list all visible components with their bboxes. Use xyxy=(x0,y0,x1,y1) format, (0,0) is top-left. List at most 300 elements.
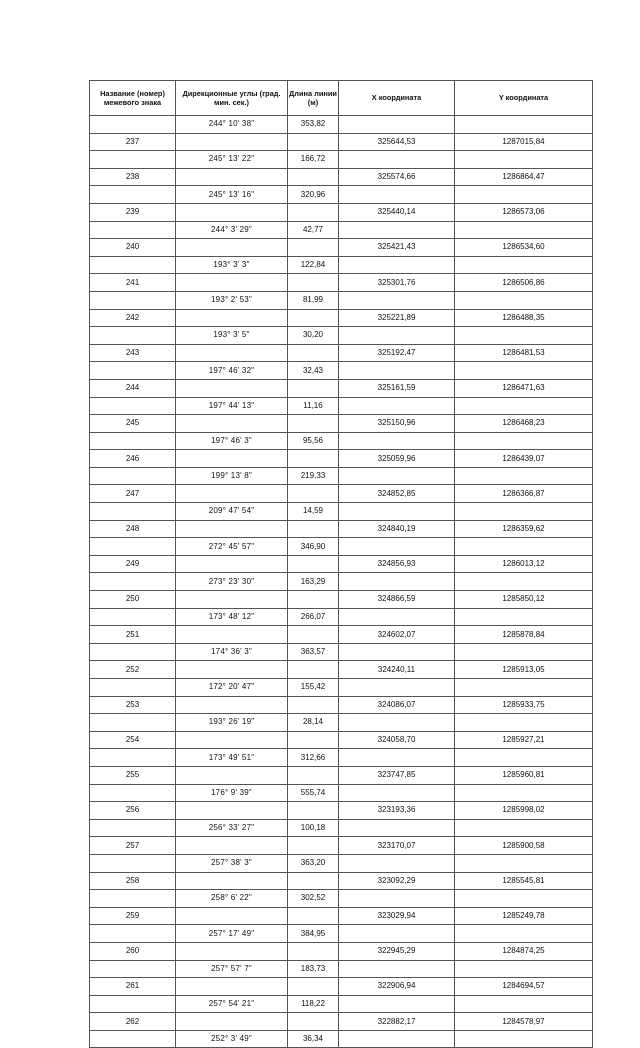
segment-row xyxy=(90,608,593,626)
angle-cell xyxy=(176,802,288,820)
length-cell: 155,42 xyxy=(288,679,339,697)
x-coordinate-cell xyxy=(339,151,455,169)
segment-row xyxy=(90,256,593,274)
y-coordinate-cell: 1286864,47 xyxy=(455,168,593,186)
mark-number xyxy=(90,432,176,450)
segment-row xyxy=(90,221,593,239)
mark-row xyxy=(90,731,593,749)
length-cell: 166,72 xyxy=(288,151,339,169)
header-y-coordinate: Y координата xyxy=(455,81,593,116)
length-cell: 100,18 xyxy=(288,819,339,837)
mark-row xyxy=(90,133,593,151)
y-coordinate-cell: 1284578,97 xyxy=(455,1013,593,1031)
length-cell xyxy=(288,520,339,538)
x-coordinate-cell: 325440,14 xyxy=(339,203,455,221)
angle-cell: 257° 17' 49" xyxy=(176,925,288,943)
y-coordinate-cell: 1286573,06 xyxy=(455,203,593,221)
length-cell xyxy=(288,696,339,714)
x-coordinate-cell xyxy=(339,819,455,837)
segment-row xyxy=(90,327,593,345)
x-coordinate-cell xyxy=(339,960,455,978)
angle-cell xyxy=(176,872,288,890)
y-coordinate-cell xyxy=(455,186,593,204)
mark-number xyxy=(90,608,176,626)
x-coordinate-cell: 322882,17 xyxy=(339,1013,455,1031)
y-coordinate-cell xyxy=(455,960,593,978)
angle-cell xyxy=(176,379,288,397)
length-cell xyxy=(288,872,339,890)
segment-row xyxy=(90,151,593,169)
length-cell xyxy=(288,591,339,609)
length-cell xyxy=(288,555,339,573)
angle-cell: 272° 45' 57" xyxy=(176,538,288,556)
angle-cell: 257° 54' 21" xyxy=(176,995,288,1013)
y-coordinate-cell: 1285960,81 xyxy=(455,766,593,784)
mark-number: 246 xyxy=(90,450,176,468)
mark-number: 249 xyxy=(90,555,176,573)
length-cell: 14,59 xyxy=(288,503,339,521)
y-coordinate-cell xyxy=(455,784,593,802)
angle-cell xyxy=(176,309,288,327)
length-cell xyxy=(288,907,339,925)
length-cell: 118,22 xyxy=(288,995,339,1013)
mark-number xyxy=(90,960,176,978)
y-coordinate-cell xyxy=(455,643,593,661)
angle-cell xyxy=(176,520,288,538)
segment-row xyxy=(90,503,593,521)
x-coordinate-cell: 325421,43 xyxy=(339,239,455,257)
mark-number: 239 xyxy=(90,203,176,221)
mark-row xyxy=(90,274,593,292)
x-coordinate-cell xyxy=(339,186,455,204)
length-cell xyxy=(288,379,339,397)
y-coordinate-cell xyxy=(455,573,593,591)
length-cell: 302,52 xyxy=(288,890,339,908)
mark-number xyxy=(90,714,176,732)
y-coordinate-cell: 1286534,60 xyxy=(455,239,593,257)
mark-number xyxy=(90,186,176,204)
length-cell: 312,66 xyxy=(288,749,339,767)
angle-cell xyxy=(176,907,288,925)
x-coordinate-cell: 323170,07 xyxy=(339,837,455,855)
y-coordinate-cell xyxy=(455,749,593,767)
y-coordinate-cell xyxy=(455,503,593,521)
angle-cell: 244° 10' 38" xyxy=(176,116,288,134)
y-coordinate-cell xyxy=(455,995,593,1013)
segment-row xyxy=(90,749,593,767)
y-coordinate-cell xyxy=(455,538,593,556)
y-coordinate-cell xyxy=(455,291,593,309)
length-cell: 11,16 xyxy=(288,397,339,415)
angle-cell xyxy=(176,274,288,292)
x-coordinate-cell: 324856,93 xyxy=(339,555,455,573)
angle-cell: 245° 13' 16" xyxy=(176,186,288,204)
angle-cell xyxy=(176,1013,288,1031)
mark-number: 251 xyxy=(90,626,176,644)
y-coordinate-cell: 1285913,05 xyxy=(455,661,593,679)
mark-row xyxy=(90,872,593,890)
x-coordinate-cell xyxy=(339,538,455,556)
y-coordinate-cell: 1285878,84 xyxy=(455,626,593,644)
angle-cell: 199° 13' 8" xyxy=(176,467,288,485)
x-coordinate-cell xyxy=(339,256,455,274)
mark-row xyxy=(90,766,593,784)
angle-cell xyxy=(176,485,288,503)
y-coordinate-cell: 1286468,23 xyxy=(455,415,593,433)
x-coordinate-cell xyxy=(339,925,455,943)
length-cell: 219,33 xyxy=(288,467,339,485)
y-coordinate-cell: 1286439,07 xyxy=(455,450,593,468)
angle-cell: 197° 44' 13" xyxy=(176,397,288,415)
length-cell: 163,29 xyxy=(288,573,339,591)
mark-number: 242 xyxy=(90,309,176,327)
segment-row xyxy=(90,925,593,943)
mark-number xyxy=(90,854,176,872)
length-cell xyxy=(288,1013,339,1031)
mark-number: 253 xyxy=(90,696,176,714)
angle-cell xyxy=(176,415,288,433)
header-directional-angles: Дирекционные углы (град. мин. сек.) xyxy=(176,81,288,116)
angle-cell: 173° 49' 51" xyxy=(176,749,288,767)
length-cell xyxy=(288,731,339,749)
angle-cell xyxy=(176,344,288,362)
length-cell: 363,20 xyxy=(288,854,339,872)
mark-number xyxy=(90,749,176,767)
y-coordinate-cell: 1285933,75 xyxy=(455,696,593,714)
x-coordinate-cell: 323092,29 xyxy=(339,872,455,890)
x-coordinate-cell xyxy=(339,362,455,380)
length-cell: 183,73 xyxy=(288,960,339,978)
mark-number: 250 xyxy=(90,591,176,609)
x-coordinate-cell: 325301,76 xyxy=(339,274,455,292)
segment-row xyxy=(90,186,593,204)
segment-row xyxy=(90,784,593,802)
mark-number: 259 xyxy=(90,907,176,925)
length-cell: 384,95 xyxy=(288,925,339,943)
mark-number: 260 xyxy=(90,942,176,960)
mark-number xyxy=(90,573,176,591)
mark-row xyxy=(90,520,593,538)
length-cell xyxy=(288,133,339,151)
length-cell: 555,74 xyxy=(288,784,339,802)
y-coordinate-cell xyxy=(455,608,593,626)
x-coordinate-cell: 325059,96 xyxy=(339,450,455,468)
mark-number xyxy=(90,221,176,239)
y-coordinate-cell: 1286481,53 xyxy=(455,344,593,362)
length-cell xyxy=(288,450,339,468)
angle-cell: 174° 36' 3" xyxy=(176,643,288,661)
y-coordinate-cell xyxy=(455,854,593,872)
mark-number xyxy=(90,503,176,521)
length-cell: 81,99 xyxy=(288,291,339,309)
y-coordinate-cell xyxy=(455,467,593,485)
mark-row xyxy=(90,907,593,925)
angle-cell: 197° 46' 3" xyxy=(176,432,288,450)
segment-row xyxy=(90,362,593,380)
x-coordinate-cell xyxy=(339,995,455,1013)
y-coordinate-cell xyxy=(455,327,593,345)
x-coordinate-cell xyxy=(339,432,455,450)
x-coordinate-cell xyxy=(339,1030,455,1048)
length-cell xyxy=(288,837,339,855)
angle-cell xyxy=(176,239,288,257)
y-coordinate-cell xyxy=(455,925,593,943)
mark-number: 257 xyxy=(90,837,176,855)
mark-row xyxy=(90,203,593,221)
x-coordinate-cell: 324240,11 xyxy=(339,661,455,679)
mark-row xyxy=(90,555,593,573)
x-coordinate-cell xyxy=(339,467,455,485)
boundary-marks-table xyxy=(89,80,593,1048)
x-coordinate-cell: 324852,85 xyxy=(339,485,455,503)
segment-row xyxy=(90,467,593,485)
angle-cell: 257° 38' 3" xyxy=(176,854,288,872)
y-coordinate-cell: 1285249,78 xyxy=(455,907,593,925)
length-cell: 266,07 xyxy=(288,608,339,626)
angle-cell xyxy=(176,837,288,855)
table-header xyxy=(90,81,593,116)
mark-row xyxy=(90,591,593,609)
y-coordinate-cell: 1285900,58 xyxy=(455,837,593,855)
angle-cell xyxy=(176,555,288,573)
length-cell xyxy=(288,239,339,257)
segment-row xyxy=(90,714,593,732)
x-coordinate-cell: 322945,29 xyxy=(339,942,455,960)
mark-number xyxy=(90,643,176,661)
length-cell xyxy=(288,485,339,503)
mark-number: 244 xyxy=(90,379,176,397)
length-cell xyxy=(288,766,339,784)
segment-row xyxy=(90,1030,593,1048)
table-body xyxy=(90,116,593,1048)
mark-row xyxy=(90,661,593,679)
segment-row xyxy=(90,538,593,556)
y-coordinate-cell xyxy=(455,1030,593,1048)
mark-number xyxy=(90,116,176,134)
length-cell: 30,20 xyxy=(288,327,339,345)
header-x-coordinate: X координата xyxy=(339,81,455,116)
y-coordinate-cell xyxy=(455,432,593,450)
y-coordinate-cell: 1287015,84 xyxy=(455,133,593,151)
mark-row xyxy=(90,978,593,996)
x-coordinate-cell: 325574,66 xyxy=(339,168,455,186)
y-coordinate-cell: 1285545,81 xyxy=(455,872,593,890)
mark-number: 252 xyxy=(90,661,176,679)
length-cell: 346,90 xyxy=(288,538,339,556)
x-coordinate-cell xyxy=(339,116,455,134)
angle-cell xyxy=(176,133,288,151)
length-cell: 42,77 xyxy=(288,221,339,239)
mark-row xyxy=(90,942,593,960)
x-coordinate-cell: 323747,85 xyxy=(339,766,455,784)
y-coordinate-cell: 1285850,12 xyxy=(455,591,593,609)
y-coordinate-cell xyxy=(455,397,593,415)
angle-cell xyxy=(176,661,288,679)
mark-row xyxy=(90,1013,593,1031)
length-cell xyxy=(288,978,339,996)
mark-row xyxy=(90,696,593,714)
segment-row xyxy=(90,679,593,697)
mark-number: 248 xyxy=(90,520,176,538)
x-coordinate-cell: 324840,19 xyxy=(339,520,455,538)
x-coordinate-cell xyxy=(339,679,455,697)
mark-row xyxy=(90,239,593,257)
x-coordinate-cell: 323029,94 xyxy=(339,907,455,925)
x-coordinate-cell xyxy=(339,221,455,239)
angle-cell: 193° 3' 5" xyxy=(176,327,288,345)
x-coordinate-cell: 323193,36 xyxy=(339,802,455,820)
angle-cell: 193° 2' 53" xyxy=(176,291,288,309)
angle-cell xyxy=(176,591,288,609)
segment-row xyxy=(90,819,593,837)
segment-row xyxy=(90,291,593,309)
mark-number: 238 xyxy=(90,168,176,186)
angle-cell xyxy=(176,450,288,468)
mark-number: 241 xyxy=(90,274,176,292)
angle-cell: 256° 33' 27" xyxy=(176,819,288,837)
length-cell: 320,96 xyxy=(288,186,339,204)
length-cell: 36,34 xyxy=(288,1030,339,1048)
angle-cell xyxy=(176,942,288,960)
angle-cell: 197° 46' 32" xyxy=(176,362,288,380)
x-coordinate-cell xyxy=(339,749,455,767)
header-mark-name: Название (номер) межевого знака xyxy=(90,81,176,116)
length-cell: 95,56 xyxy=(288,432,339,450)
angle-cell: 258° 6' 22" xyxy=(176,890,288,908)
mark-number: 245 xyxy=(90,415,176,433)
angle-cell: 257° 57' 7" xyxy=(176,960,288,978)
length-cell: 353,82 xyxy=(288,116,339,134)
length-cell xyxy=(288,661,339,679)
length-cell xyxy=(288,802,339,820)
mark-number xyxy=(90,925,176,943)
y-coordinate-cell xyxy=(455,679,593,697)
y-coordinate-cell: 1285998,02 xyxy=(455,802,593,820)
mark-number xyxy=(90,538,176,556)
segment-row xyxy=(90,432,593,450)
length-cell xyxy=(288,415,339,433)
angle-cell xyxy=(176,731,288,749)
y-coordinate-cell xyxy=(455,116,593,134)
mark-number xyxy=(90,467,176,485)
mark-number: 262 xyxy=(90,1013,176,1031)
mark-number xyxy=(90,1030,176,1048)
segment-row xyxy=(90,397,593,415)
header-line-length: Длина линии (м) xyxy=(288,81,339,116)
angle-cell xyxy=(176,978,288,996)
angle-cell: 173° 48' 12" xyxy=(176,608,288,626)
y-coordinate-cell xyxy=(455,221,593,239)
segment-row xyxy=(90,854,593,872)
segment-row xyxy=(90,960,593,978)
y-coordinate-cell: 1286471,63 xyxy=(455,379,593,397)
length-cell xyxy=(288,344,339,362)
y-coordinate-cell: 1286506,86 xyxy=(455,274,593,292)
mark-row xyxy=(90,626,593,644)
length-cell xyxy=(288,274,339,292)
angle-cell: 176° 9' 39" xyxy=(176,784,288,802)
mark-number: 254 xyxy=(90,731,176,749)
x-coordinate-cell: 324058,70 xyxy=(339,731,455,749)
angle-cell: 273° 23' 30" xyxy=(176,573,288,591)
mark-number xyxy=(90,679,176,697)
angle-cell: 172° 20' 47" xyxy=(176,679,288,697)
x-coordinate-cell xyxy=(339,608,455,626)
x-coordinate-cell: 324866,59 xyxy=(339,591,455,609)
segment-row xyxy=(90,116,593,134)
mark-number xyxy=(90,362,176,380)
angle-cell: 245° 13' 22" xyxy=(176,151,288,169)
length-cell xyxy=(288,168,339,186)
mark-row xyxy=(90,802,593,820)
mark-row xyxy=(90,344,593,362)
x-coordinate-cell xyxy=(339,397,455,415)
y-coordinate-cell: 1285927,21 xyxy=(455,731,593,749)
mark-number xyxy=(90,256,176,274)
y-coordinate-cell xyxy=(455,819,593,837)
y-coordinate-cell: 1284874,25 xyxy=(455,942,593,960)
x-coordinate-cell xyxy=(339,854,455,872)
mark-number: 255 xyxy=(90,766,176,784)
y-coordinate-cell: 1286359,62 xyxy=(455,520,593,538)
mark-row xyxy=(90,415,593,433)
angle-cell xyxy=(176,626,288,644)
y-coordinate-cell: 1284694,57 xyxy=(455,978,593,996)
angle-cell: 244° 3' 29" xyxy=(176,221,288,239)
angle-cell xyxy=(176,168,288,186)
mark-number: 247 xyxy=(90,485,176,503)
y-coordinate-cell: 1286488,35 xyxy=(455,309,593,327)
mark-number xyxy=(90,784,176,802)
x-coordinate-cell xyxy=(339,327,455,345)
mark-number xyxy=(90,291,176,309)
mark-number xyxy=(90,327,176,345)
x-coordinate-cell xyxy=(339,714,455,732)
x-coordinate-cell: 324086,07 xyxy=(339,696,455,714)
x-coordinate-cell xyxy=(339,291,455,309)
x-coordinate-cell: 322906,94 xyxy=(339,978,455,996)
mark-number: 240 xyxy=(90,239,176,257)
x-coordinate-cell: 325150,96 xyxy=(339,415,455,433)
mark-number xyxy=(90,397,176,415)
mark-number: 258 xyxy=(90,872,176,890)
mark-number: 237 xyxy=(90,133,176,151)
length-cell xyxy=(288,942,339,960)
x-coordinate-cell xyxy=(339,573,455,591)
mark-row xyxy=(90,309,593,327)
y-coordinate-cell: 1286366,87 xyxy=(455,485,593,503)
segment-row xyxy=(90,573,593,591)
x-coordinate-cell xyxy=(339,784,455,802)
x-coordinate-cell: 325221,89 xyxy=(339,309,455,327)
angle-cell: 193° 26' 19" xyxy=(176,714,288,732)
segment-row xyxy=(90,995,593,1013)
length-cell: 122,84 xyxy=(288,256,339,274)
length-cell: 28,14 xyxy=(288,714,339,732)
mark-number: 256 xyxy=(90,802,176,820)
x-coordinate-cell: 325192,47 xyxy=(339,344,455,362)
mark-row xyxy=(90,837,593,855)
length-cell xyxy=(288,203,339,221)
y-coordinate-cell xyxy=(455,151,593,169)
mark-row xyxy=(90,379,593,397)
mark-number xyxy=(90,995,176,1013)
x-coordinate-cell: 325161,59 xyxy=(339,379,455,397)
length-cell: 32,43 xyxy=(288,362,339,380)
angle-cell: 193° 3' 3" xyxy=(176,256,288,274)
y-coordinate-cell xyxy=(455,362,593,380)
angle-cell xyxy=(176,696,288,714)
